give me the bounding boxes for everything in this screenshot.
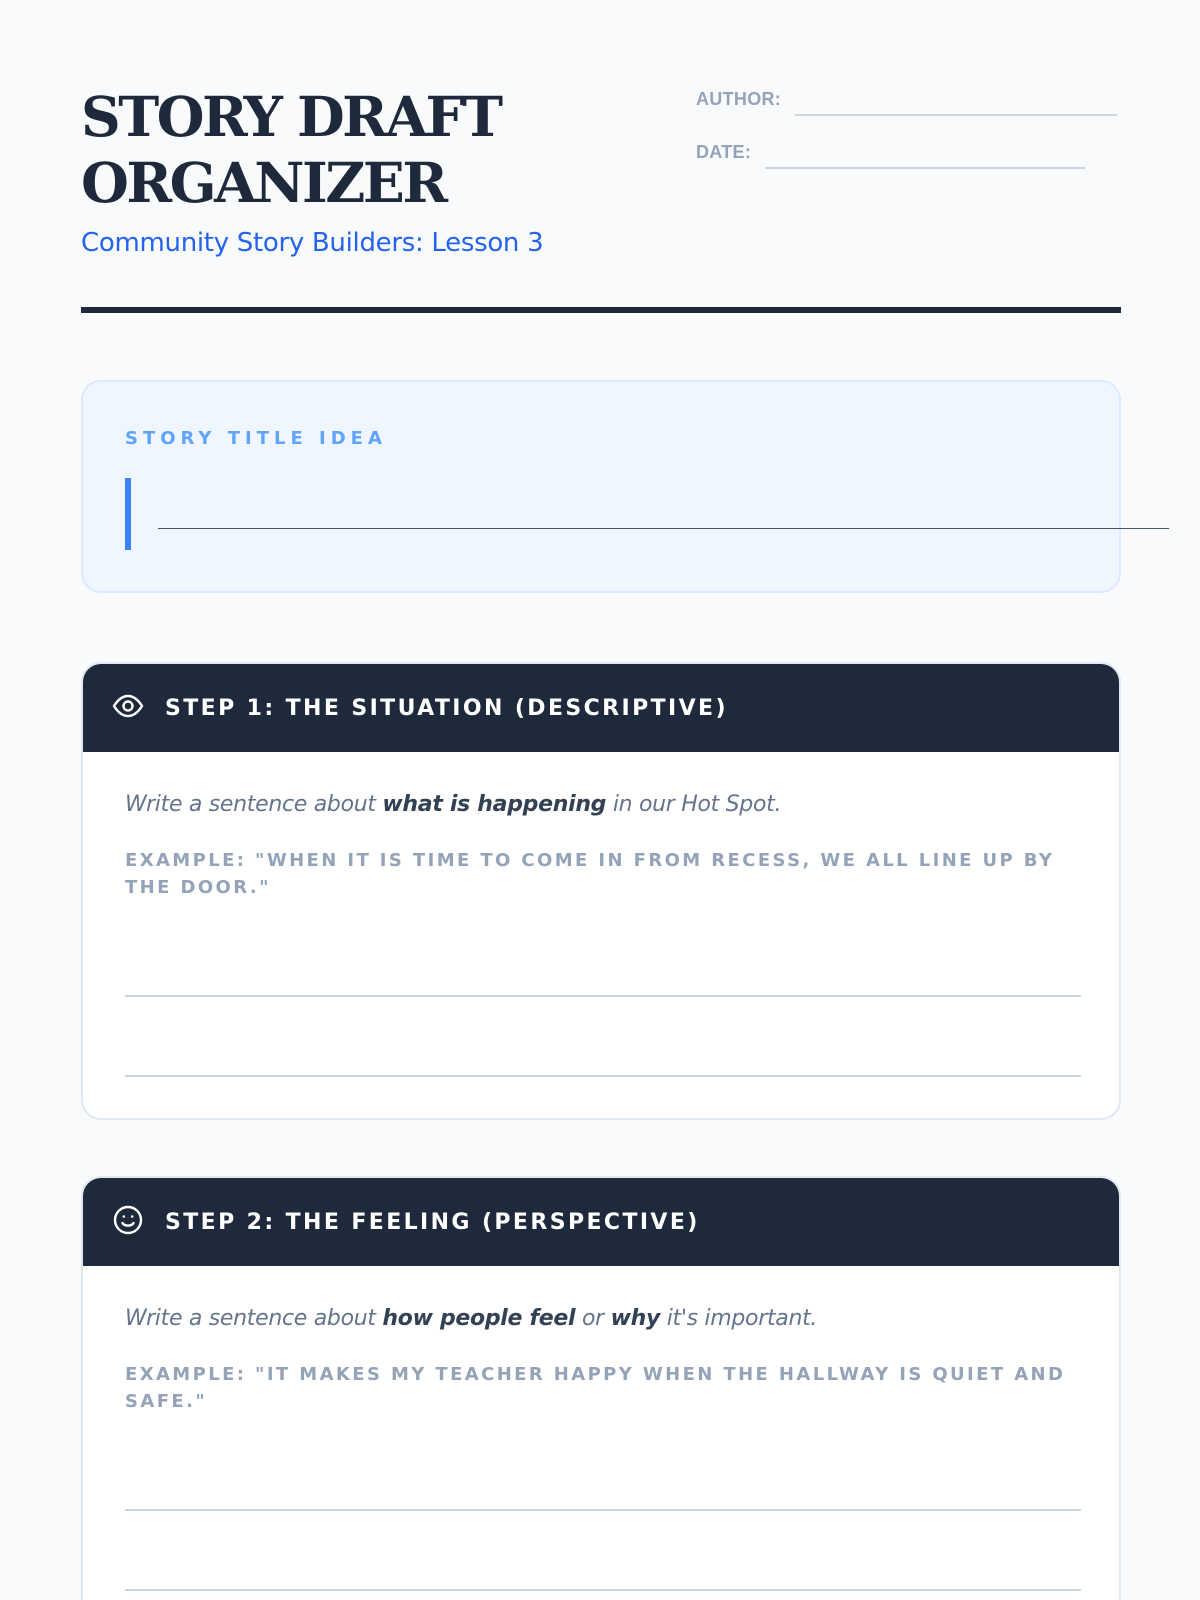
page-title [81, 84, 641, 216]
step-1-example: EXAMPLE: "WHEN IT IS TIME TO COME IN FROM RECESS, WE ALL LINE UP BY THE DOOR." [125, 850, 1055, 898]
step-2-heading: STEP 2: THE FEELING (PERSPECTIVE) [165, 1209, 700, 1235]
author-label: AUTHOR: [696, 89, 782, 109]
worksheet-header [81, 84, 1121, 314]
title-line-2: ORGANIZER [81, 150, 446, 215]
step-1-header [83, 664, 1119, 752]
step-1-prompt [125, 792, 1077, 817]
step-2-example: EXAMPLE: "IT MAKES MY TEACHER HAPPY WHEN THE HALLWAY IS QUIET AND SAFE." [125, 1364, 1066, 1412]
story-title-label: STORY TITLE IDEA [125, 428, 387, 449]
story-title-field[interactable]: ___________________________________________________________________________ [158, 500, 1167, 530]
prompt-text: or [575, 1306, 611, 1331]
writing-line[interactable] [125, 1589, 1081, 1591]
prompt-text: Write a sentence about [125, 792, 383, 817]
story-title-card [81, 380, 1167, 593]
page-subtitle: Community Story Builders: Lesson 3 [81, 228, 544, 258]
date-field[interactable] [765, 167, 1085, 169]
title-accent-bar [125, 478, 131, 550]
writing-line[interactable] [125, 1075, 1081, 1077]
date-label: DATE: [696, 142, 752, 162]
writing-line[interactable] [125, 1509, 1081, 1511]
prompt-emphasis: what is happening [382, 792, 607, 817]
step-1-body [83, 752, 1119, 1077]
prompt-emphasis: why [610, 1306, 660, 1331]
prompt-text: Write a sentence about [125, 1306, 383, 1331]
step-2-body [83, 1266, 1119, 1591]
title-line-1: STORY DRAFT [81, 84, 501, 149]
step-2-prompt [125, 1306, 1077, 1331]
prompt-text: it's important. [660, 1306, 818, 1331]
step-2-card [81, 1176, 1121, 1600]
author-row [696, 84, 1121, 118]
prompt-emphasis: how people feel [382, 1306, 576, 1331]
author-field[interactable] [795, 114, 1117, 116]
author-date-fields [696, 84, 1121, 190]
smiley-icon [111, 1203, 165, 1241]
eye-icon [111, 689, 165, 727]
step-1-card [81, 662, 1121, 1120]
header-divider [81, 307, 1121, 313]
date-row [696, 137, 1121, 171]
step-2-header [83, 1178, 1119, 1266]
prompt-text: in our Hot Spot. [606, 792, 782, 817]
step-1-heading: STEP 1: THE SITUATION (DESCRIPTIVE) [165, 695, 728, 721]
writing-line[interactable] [125, 995, 1081, 997]
